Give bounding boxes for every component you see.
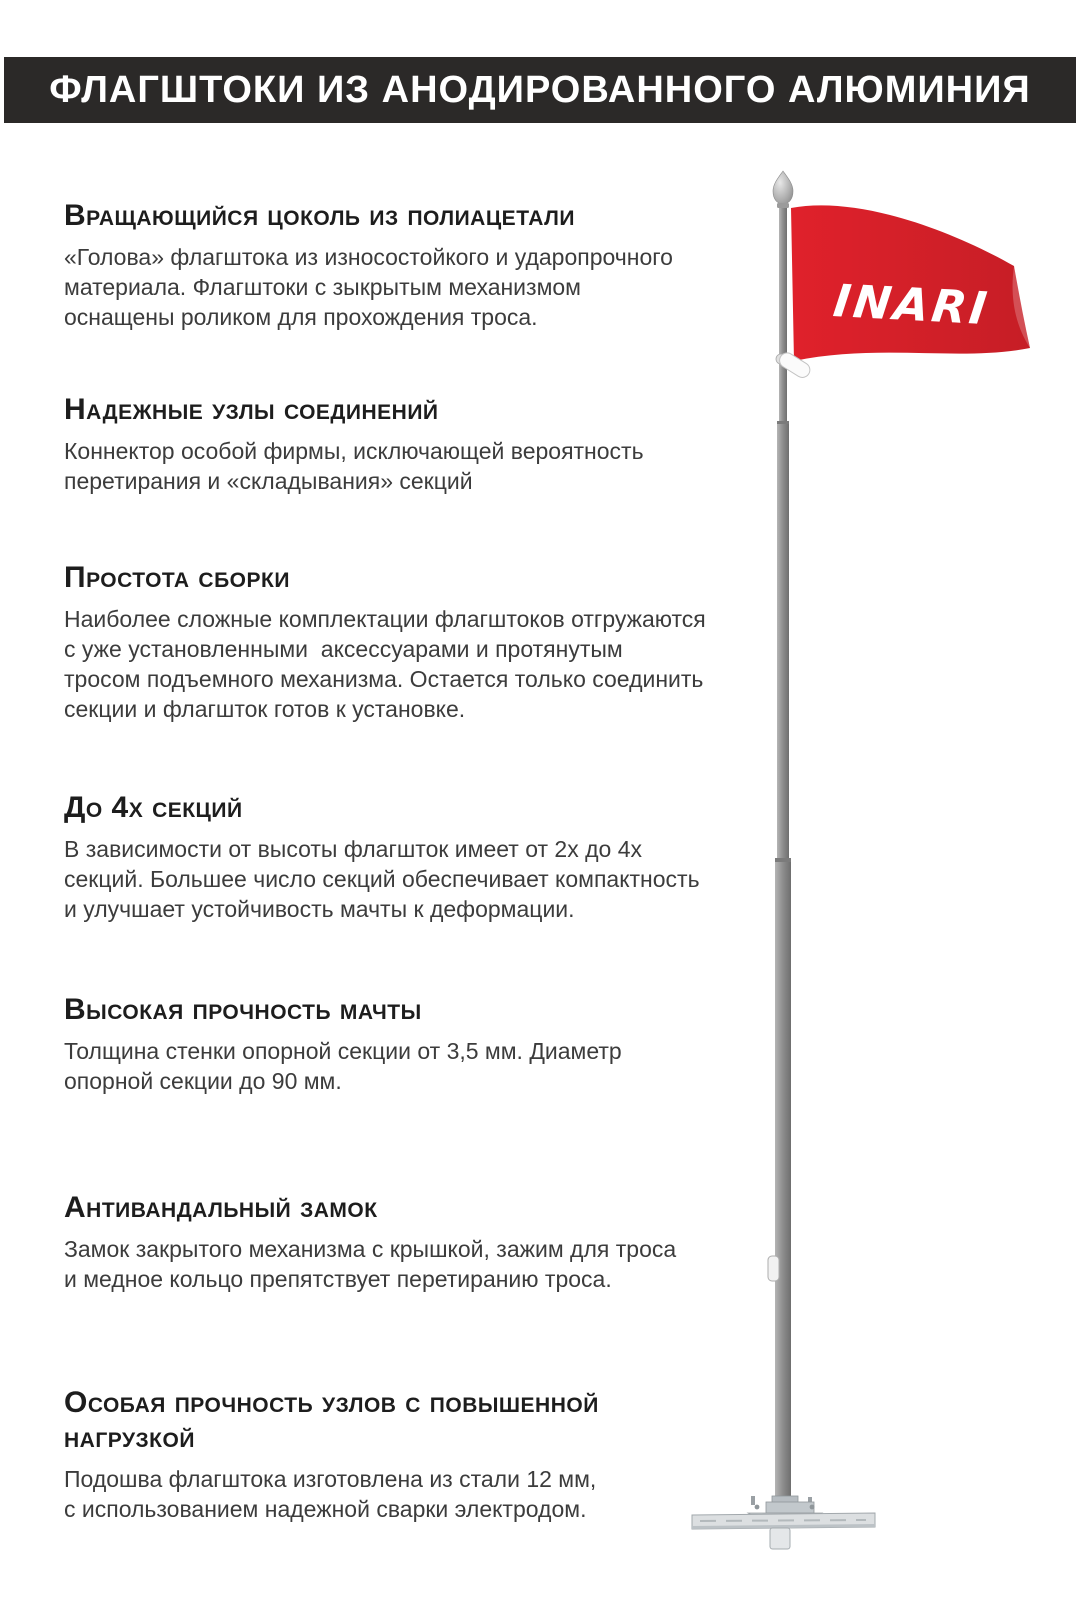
page-title: ФЛАГШТОКИ ИЗ АНОДИРОВАННОГО АЛЮМИНИЯ	[49, 68, 1031, 111]
body-line: «Голова» флагштока из износостойкого и ударопрочного	[64, 244, 673, 270]
flag	[791, 205, 1030, 361]
body-line: с использованием надежной сварки электродом.	[64, 1496, 587, 1522]
cleat-lock	[768, 1256, 779, 1281]
body-line: Толщина стенки опорной секции от 3,5 мм. Диаметр	[64, 1038, 622, 1064]
section-title: Антивандальный замок	[64, 1191, 378, 1224]
body-line: материала. Флагштоки с зыкрытым механизмом	[64, 274, 581, 300]
body-line: опорной секции до 90 мм.	[64, 1068, 342, 1094]
section-title: Вращающийся цоколь из полиацетали	[64, 199, 575, 232]
section-title: нагрузкой	[64, 1421, 195, 1454]
body-line: Наиболее сложные комплектации флагштоков отгружаются	[64, 606, 706, 632]
header-banner	[4, 57, 1076, 123]
base-bolt-pin	[751, 1496, 755, 1505]
body-line: оснащены роликом для прохождения троса.	[64, 304, 538, 330]
body-line: секции и флагшток готов к установке.	[64, 696, 466, 722]
body-line: Замок закрытого механизма с крышкой, зажим для троса	[64, 1236, 677, 1262]
section-title: Высокая прочность мачты	[64, 993, 422, 1026]
section-title: Надежные узлы соединений	[64, 393, 439, 426]
body-line: перетирания и «складывания» секций	[64, 468, 473, 494]
body-line: с уже установленными аксессуарами и протянутым	[64, 636, 623, 662]
pole-mast	[775, 203, 791, 1502]
pole-section-top	[779, 203, 787, 423]
base-flange	[766, 1502, 814, 1513]
body-line: секций. Большее число секций обеспечивает компактность	[64, 866, 700, 892]
body-line: тросом подъемного механизма. Остается только соединить	[64, 666, 704, 692]
base-assembly	[692, 1496, 875, 1549]
section-title: Простота сборки	[64, 561, 290, 594]
base-tab	[770, 1528, 790, 1549]
flagpole-illustration	[640, 150, 1080, 1570]
body-line: и улучшает устойчивость мачты к деформации.	[64, 896, 575, 922]
body-line: Коннектор особой фирмы, исключающей вероятность	[64, 438, 644, 464]
body-line: Подошва флагштока изготовлена из стали 12 мм,	[64, 1466, 597, 1492]
section-title: Особая прочность узлов с повышенной	[64, 1386, 599, 1419]
flag-brand-text: INARI	[830, 274, 993, 336]
pole-finial-icon	[773, 171, 793, 208]
section-title: До 4х секций	[64, 791, 243, 824]
pole-section-middle	[777, 424, 789, 860]
body-line: В зависимости от высоты флагшток имеет от 2х до 4х	[64, 836, 642, 862]
body-line: и медное кольцо препятствует перетиранию троса.	[64, 1266, 612, 1292]
pole-section-bottom	[775, 862, 791, 1502]
